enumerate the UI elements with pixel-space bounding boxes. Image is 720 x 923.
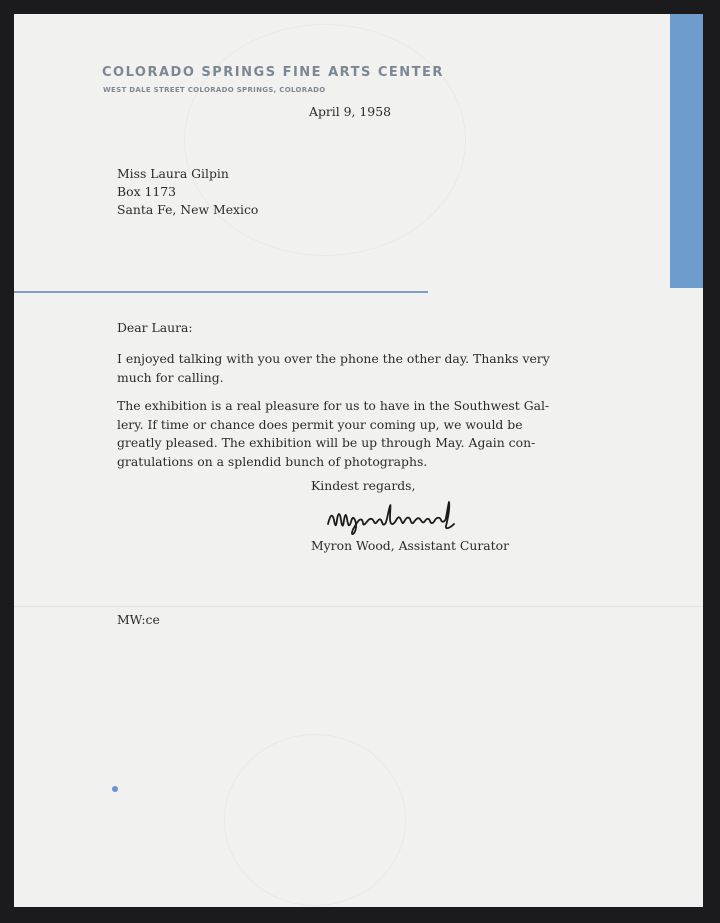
typist-initials: MW:ce bbox=[117, 612, 160, 627]
blue-ink-dot bbox=[112, 786, 118, 792]
paper-crease bbox=[14, 606, 703, 607]
watermark-seal-top bbox=[184, 24, 466, 256]
handwritten-signature bbox=[324, 498, 464, 538]
body-paragraph-2 bbox=[117, 397, 597, 471]
body-line: much for calling. bbox=[117, 369, 224, 385]
letterhead-address: WEST DALE STREET COLORADO SPRINGS, COLORADO bbox=[103, 86, 326, 94]
body-line: lery. If time or chance does permit your coming up, we would be bbox=[117, 416, 523, 432]
body-line: gratulations on a splendid bunch of photographs. bbox=[117, 453, 428, 469]
body-line: The exhibition is a real pleasure for us to have in the Southwest Gal- bbox=[117, 398, 550, 413]
letterhead-organization: COLORADO SPRINGS FINE ARTS CENTER bbox=[102, 65, 444, 80]
watermark-seal-bottom bbox=[224, 734, 406, 906]
recipient-box: Box 1173 bbox=[117, 184, 177, 199]
letter-date: April 9, 1958 bbox=[309, 104, 391, 119]
fold-line bbox=[14, 291, 428, 293]
salutation: Dear Laura: bbox=[117, 320, 193, 335]
signer-name-title: Myron Wood, Assistant Curator bbox=[311, 538, 509, 553]
body-line: I enjoyed talking with you over the phone the other day. Thanks very bbox=[117, 351, 550, 366]
closing: Kindest regards, bbox=[311, 478, 416, 493]
recipient-name: Miss Laura Gilpin bbox=[117, 166, 229, 181]
letter-page bbox=[14, 14, 703, 907]
body-line: greatly pleased. The exhibition will be up through May. Again con- bbox=[117, 435, 536, 450]
blue-page-edge bbox=[670, 14, 703, 288]
recipient-city: Santa Fe, New Mexico bbox=[117, 202, 259, 217]
body-paragraph-1 bbox=[117, 350, 597, 387]
